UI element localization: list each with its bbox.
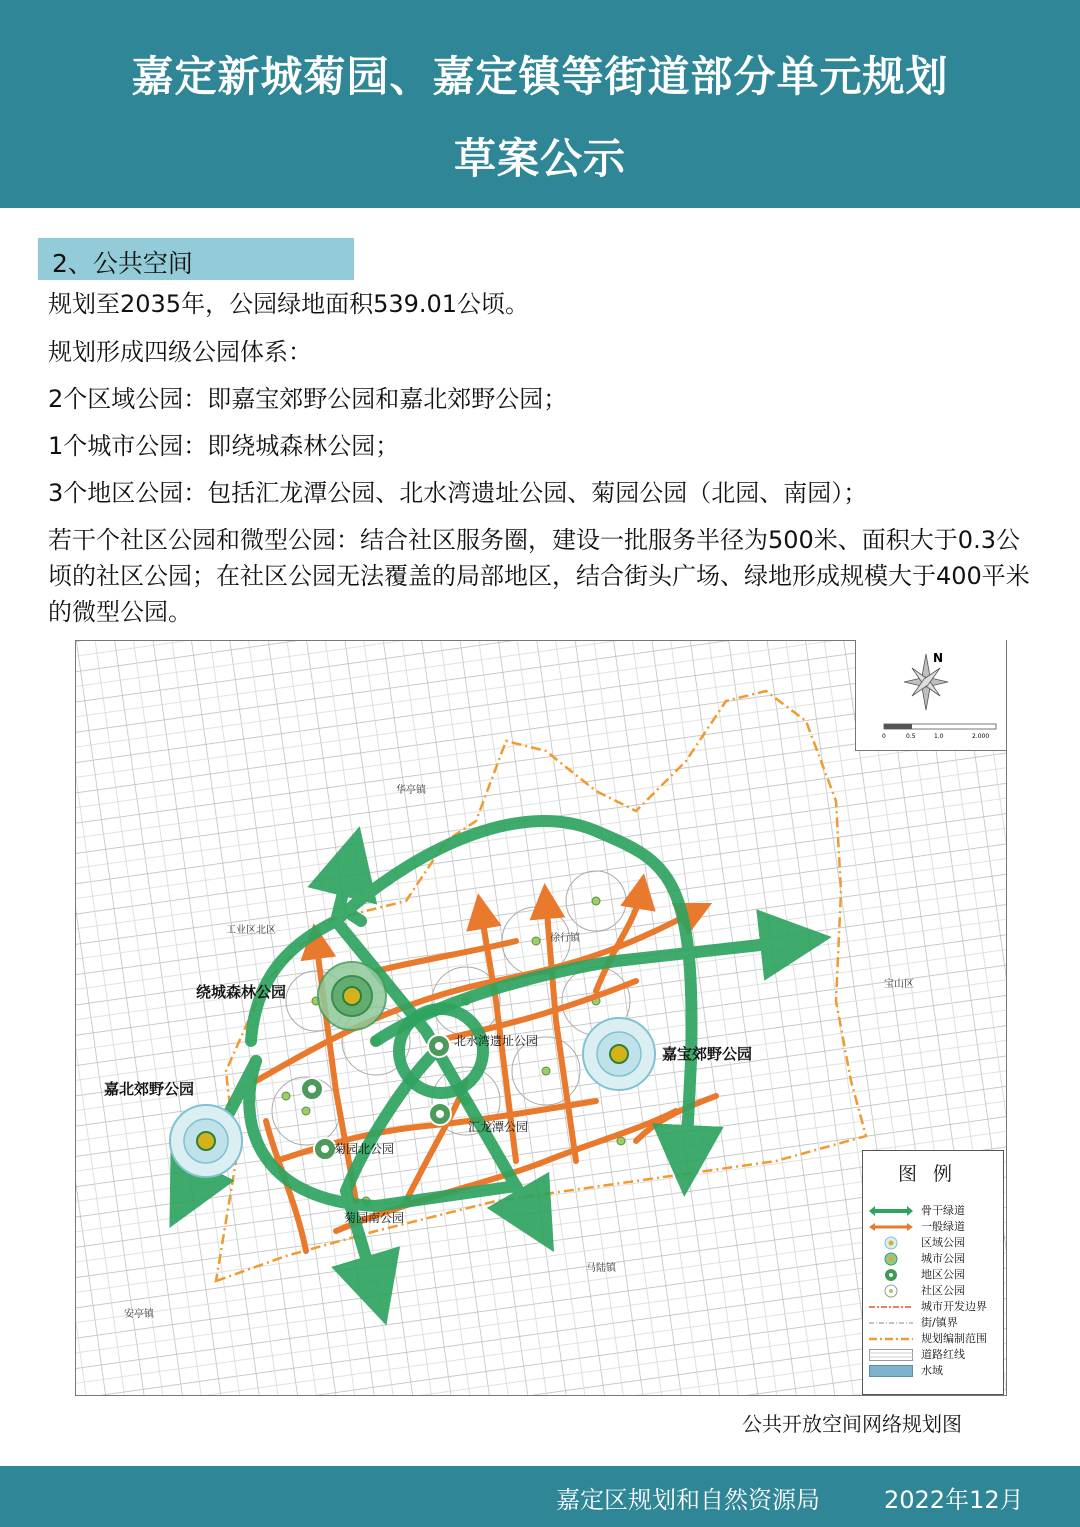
label-gongye: 工业区北区 — [226, 925, 276, 936]
legend-item-plan-scope — [869, 1331, 999, 1347]
general-greenway-swatch-icon — [869, 1220, 913, 1234]
legend-label: 街/镇界 — [921, 1316, 958, 1329]
regional-park-swatch-icon — [869, 1236, 913, 1250]
label-huilongtan: 汇龙潭公园 — [468, 1120, 529, 1134]
legend-item-trunk-greenway — [869, 1203, 999, 1219]
label-xuhang: 徐行镇 — [550, 933, 580, 944]
legend-label: 规划编制范围 — [921, 1332, 987, 1345]
legend-item-regional-park — [869, 1235, 999, 1251]
label-jiabao: 嘉宝郊野公园 — [662, 1045, 753, 1063]
paragraph-city-park: 1个城市公园：即绕城森林公园； — [48, 432, 400, 460]
dev-boundary-swatch-icon — [869, 1300, 913, 1314]
footer-agency: 嘉定区规划和自然资源局 — [556, 1486, 820, 1514]
scale-0: 0 — [882, 733, 886, 740]
city-park-swatch-icon — [869, 1252, 913, 1266]
footer-banner — [0, 1466, 1080, 1527]
legend-item-town-boundary — [869, 1315, 999, 1331]
legend-item-dev-boundary — [869, 1299, 999, 1315]
legend-label: 区域公园 — [921, 1236, 965, 1249]
scale-05: 0.5 — [906, 733, 916, 740]
scale-2: 2.000 — [972, 733, 990, 740]
legend-item-water — [869, 1363, 999, 1379]
compass-rose-icon — [856, 640, 1006, 750]
plan-scope-swatch-icon — [869, 1332, 913, 1346]
label-jiabei: 嘉北郊野公园 — [104, 1080, 195, 1098]
label-juyuan-south: 菊园南公园 — [344, 1211, 405, 1225]
city-park-raocheng — [318, 962, 386, 1030]
map-legend — [862, 1150, 1004, 1395]
legend-item-road-line — [869, 1347, 999, 1363]
road-line-swatch-icon — [869, 1348, 913, 1362]
label-beishuiwan: 北水湾遗址公园 — [454, 1034, 539, 1048]
town-boundary-swatch-icon — [869, 1316, 913, 1330]
compass-scale-box — [855, 640, 1006, 751]
water-swatch-icon — [869, 1364, 913, 1378]
legend-item-city-park — [869, 1251, 999, 1267]
section-title: 2、公共空间 — [52, 249, 193, 278]
legend-label: 城市公园 — [921, 1252, 965, 1265]
trunk-greenway-swatch-icon — [869, 1204, 913, 1218]
label-huating: 华亭镇 — [396, 785, 426, 796]
regional-park-jiabei — [170, 1105, 242, 1177]
paragraph-district-parks: 3个地区公园：包括汇龙潭公园、北水湾遗址公园、菊园公园（北园、南园）； — [48, 479, 868, 507]
label-anting: 安亭镇 — [124, 1309, 154, 1320]
legend-label: 社区公园 — [921, 1284, 965, 1297]
legend-label: 城市开发边界 — [921, 1300, 987, 1313]
regional-park-jiabao — [583, 1018, 655, 1090]
paragraph-community-parks: 若干个社区公园和微型公园：结合社区服务圈，建设一批服务半径为500米、面积大于0.3公顷的社区公园；在社区公园无法覆盖的局部地区，结合街头广场、绿地形成规模大于400平米的微型公园。 — [48, 526, 1030, 626]
legend-label: 骨干绿道 — [921, 1204, 965, 1217]
footer-date: 2022年12月 — [884, 1486, 1024, 1514]
label-raocheng: 绕城森林公园 — [196, 983, 287, 1001]
label-baoshan: 宝山区 — [884, 979, 914, 990]
page-title-line2: 草案公示 — [453, 134, 626, 183]
legend-label: 水域 — [921, 1364, 943, 1377]
legend-label: 地区公园 — [921, 1268, 965, 1281]
legend-item-general-greenway — [869, 1219, 999, 1235]
scale-bar-segment — [884, 724, 912, 729]
legend-item-community-park — [869, 1283, 999, 1299]
label-juyuan-north: 菊园北公园 — [334, 1142, 395, 1156]
paragraph-regional-parks: 2个区域公园：即嘉宝郊野公园和嘉北郊野公园； — [48, 385, 568, 413]
page-title-line1: 嘉定新城菊园、嘉定镇等街道部分单元规划 — [131, 52, 949, 101]
paragraph-park-system: 规划形成四级公园体系： — [48, 338, 312, 366]
legend-title: 图例 — [897, 1163, 968, 1185]
legend-label: 道路红线 — [921, 1348, 965, 1361]
section-tab — [38, 238, 354, 280]
legend-label: 一般绿道 — [921, 1220, 965, 1233]
scale-1: 1.0 — [934, 733, 944, 740]
compass-north: N — [933, 651, 944, 665]
district-park-swatch-icon — [869, 1268, 913, 1282]
header-banner — [0, 0, 1080, 208]
legend-item-district-park — [869, 1267, 999, 1283]
paragraph-green-area: 规划至2035年，公园绿地面积539.01公顷。 — [48, 290, 530, 318]
map-caption: 公共开放空间网络规划图 — [742, 1412, 962, 1436]
community-park-swatch-icon — [869, 1284, 913, 1298]
label-malu: 马陆镇 — [586, 1263, 616, 1274]
